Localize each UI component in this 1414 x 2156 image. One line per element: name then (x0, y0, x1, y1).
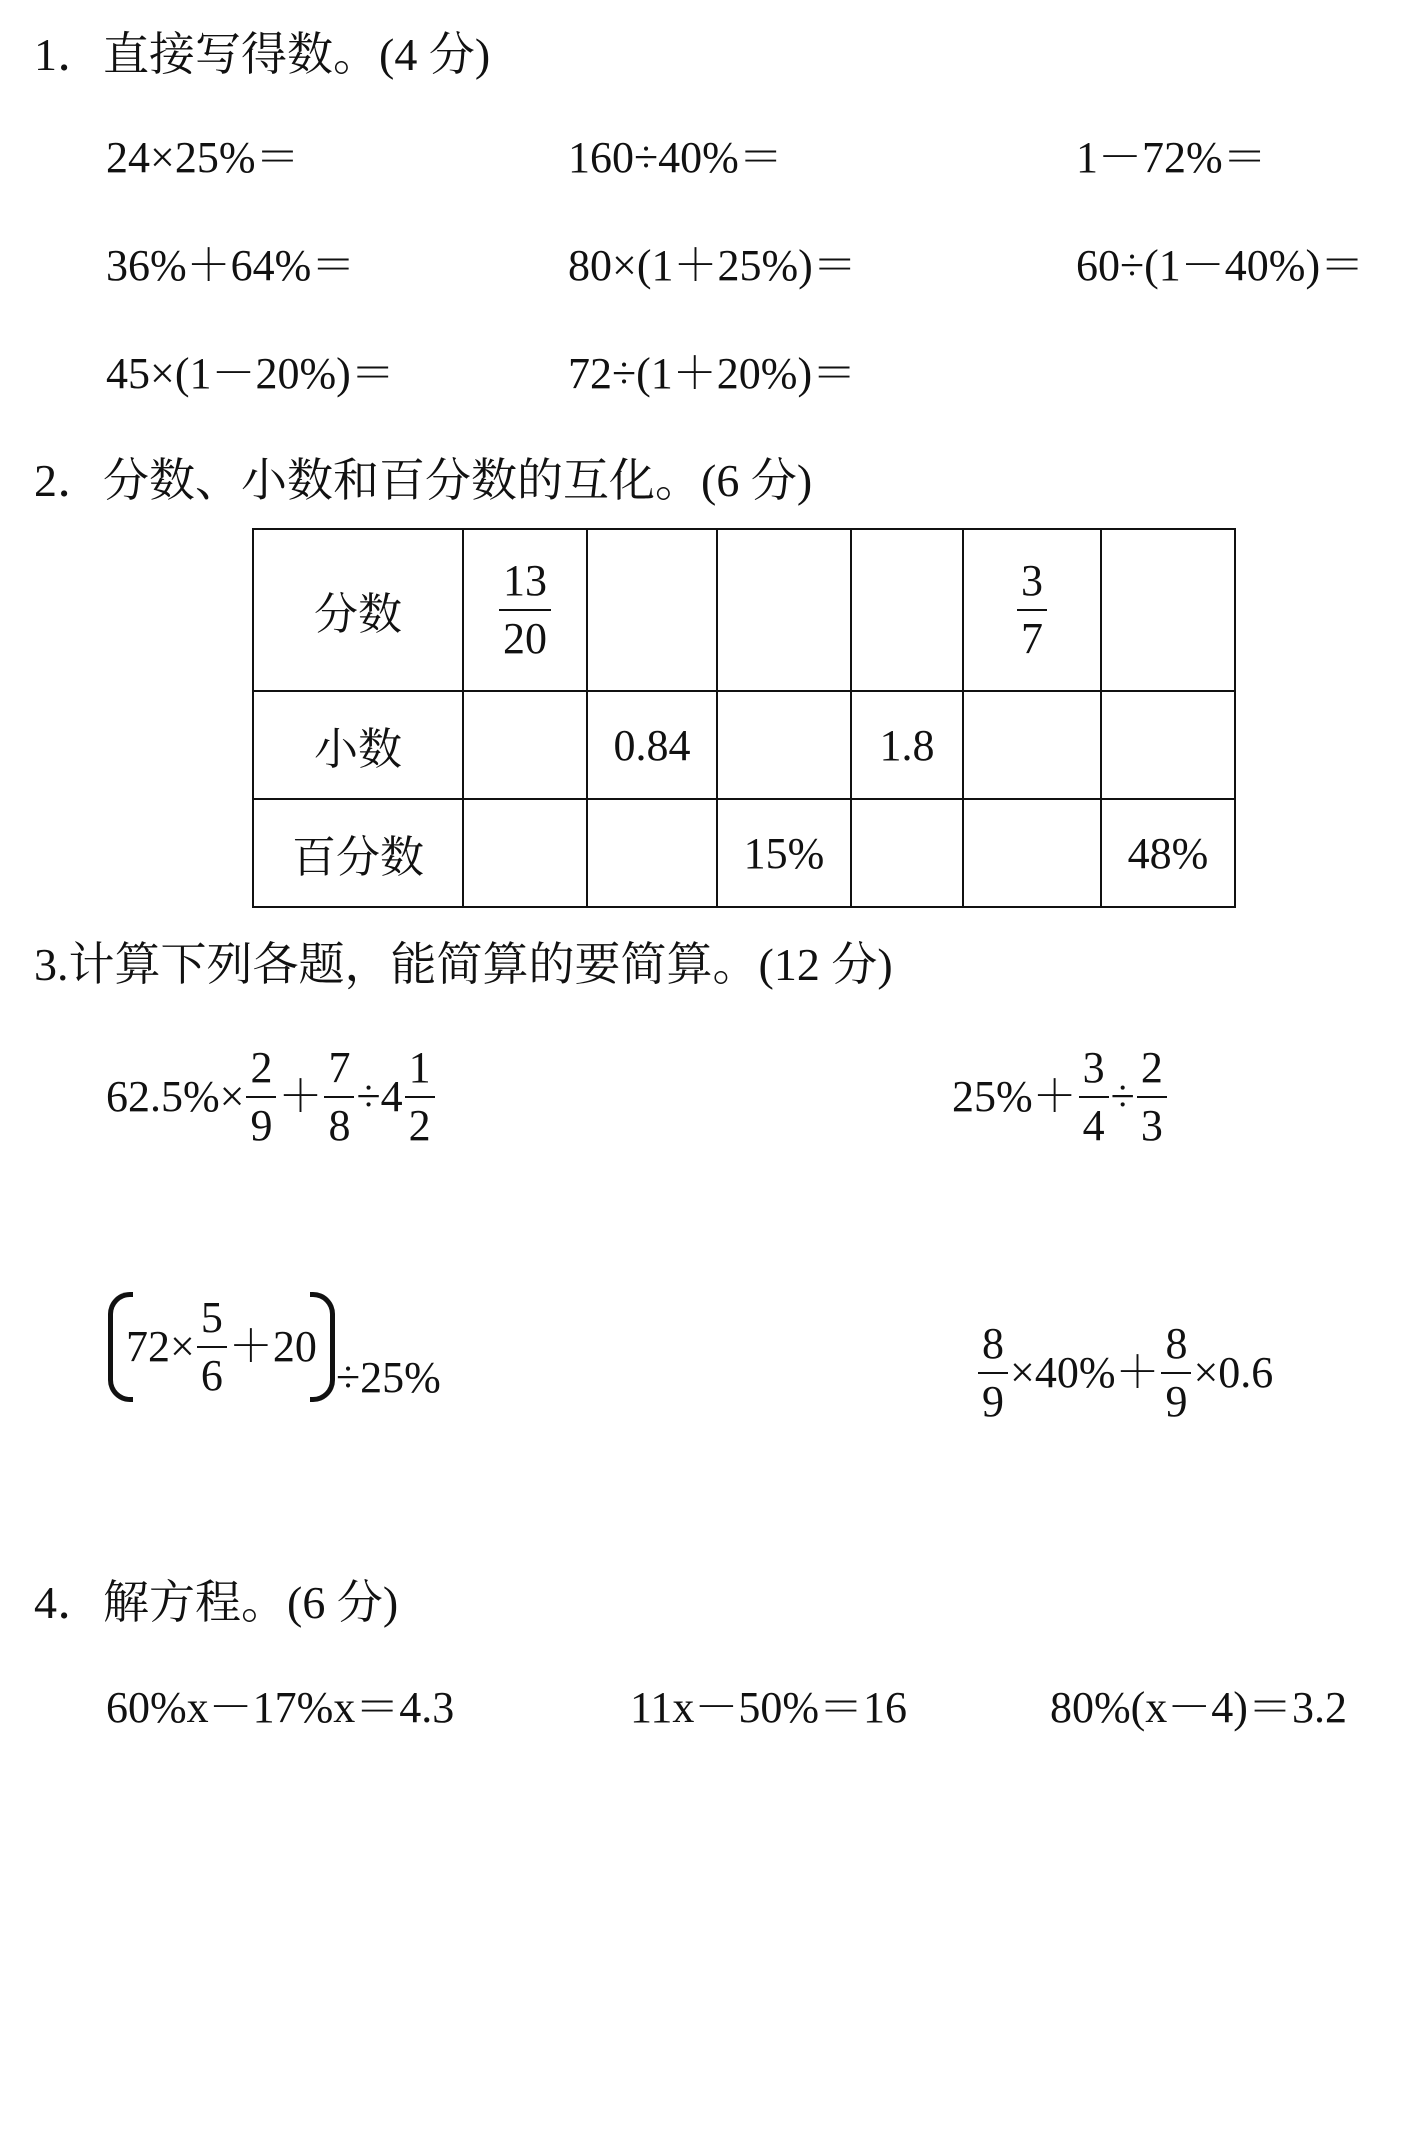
table-cell (587, 799, 717, 907)
fraction-numerator: 1 (405, 1046, 435, 1098)
expr-text: ÷ (1110, 1072, 1135, 1121)
fraction-numerator: 8 (1161, 1322, 1191, 1374)
fraction-numerator: 13 (499, 559, 551, 611)
expr-text: ×0.6 (1193, 1348, 1274, 1397)
fraction-numerator: 7 (324, 1046, 354, 1098)
fraction-denominator: 7 (1021, 614, 1043, 663)
fraction (246, 1043, 276, 1150)
table-cell (463, 799, 587, 907)
percent-row (253, 799, 1235, 907)
equation-2: 11x－50%＝16 (630, 1683, 908, 1732)
fraction-denominator: 2 (408, 1101, 431, 1150)
table-cell (963, 691, 1101, 799)
fraction-numerator: 5 (197, 1296, 227, 1348)
fraction (324, 1043, 354, 1150)
calc-problem-3-tail: ÷25% (336, 1353, 441, 1402)
problem-1-4: 36%＋64%＝ (106, 241, 356, 290)
problem-1-1: 24×25%＝ (106, 133, 300, 182)
expr-text: ÷4 (356, 1072, 403, 1121)
table-cell (717, 529, 851, 691)
table-cell (963, 799, 1101, 907)
fraction-numerator: 2 (246, 1046, 276, 1098)
fraction-denominator: 9 (982, 1377, 1004, 1426)
table-cell: 0.84 (587, 691, 717, 799)
expr-text: 62.5%× (106, 1072, 245, 1121)
calc-problem-3 (126, 1293, 317, 1400)
fraction-13-20 (499, 556, 551, 663)
fraction (1137, 1043, 1167, 1150)
table-cell: 1.8 (851, 691, 963, 799)
problem-1-8: 72÷(1＋20%)＝ (568, 349, 857, 398)
expr-text: ×40%＋ (1010, 1348, 1160, 1397)
table-cell (463, 691, 587, 799)
decimal-row (253, 691, 1235, 799)
fraction-numerator: 2 (1137, 1046, 1167, 1098)
fraction-denominator: 9 (1165, 1377, 1188, 1426)
fraction (1079, 1043, 1109, 1150)
problem-1-7: 45×(1－20%)＝ (106, 349, 395, 398)
table-cell (963, 529, 1101, 691)
table-cell (851, 799, 963, 907)
fraction-row (253, 529, 1235, 691)
conversion-table (252, 528, 1236, 908)
right-bracket-icon (310, 1292, 335, 1402)
fraction-numerator: 3 (1079, 1046, 1109, 1098)
section-3-title: 3.计算下列各题，能简算的要简算。(12 分) (34, 939, 893, 990)
fraction (405, 1043, 435, 1150)
fraction-denominator: 6 (200, 1351, 223, 1400)
expr-text: 25%＋ (952, 1072, 1077, 1121)
expr-text: 72× (126, 1322, 195, 1371)
expr-text: ＋ (278, 1072, 323, 1121)
fraction-numerator: 3 (1017, 559, 1047, 611)
fraction-denominator: 3 (1140, 1101, 1163, 1150)
fraction (978, 1319, 1008, 1426)
expr-text: ＋20 (228, 1322, 317, 1371)
table-cell (587, 529, 717, 691)
row-label-decimal: 小数 (253, 691, 463, 799)
fraction (197, 1293, 227, 1400)
problem-1-2: 160÷40%＝ (568, 133, 783, 182)
section-4-title: 4．解方程。(6 分) (34, 1577, 399, 1628)
calc-problem-1 (106, 1043, 437, 1150)
equation-1: 60%x－17%x＝4.3 (106, 1683, 455, 1732)
fraction-denominator: 4 (1082, 1101, 1105, 1150)
table-cell: 48% (1101, 799, 1235, 907)
row-label-fraction: 分数 (253, 529, 463, 691)
fraction-numerator: 8 (978, 1322, 1008, 1374)
fraction (1161, 1319, 1191, 1426)
fraction-denominator: 9 (250, 1101, 273, 1150)
problem-1-5: 80×(1＋25%)＝ (568, 241, 857, 290)
calc-problem-4 (976, 1319, 1274, 1426)
section-2-title: 2．分数、小数和百分数的互化。(6 分) (34, 455, 813, 506)
problem-1-3: 1－72%＝ (1076, 133, 1267, 182)
equation-3: 80%(x－4)＝3.2 (1050, 1683, 1347, 1732)
calc-problem-2 (952, 1043, 1169, 1150)
table-cell (1101, 529, 1235, 691)
fraction-3-7 (1017, 556, 1047, 663)
table-cell: 15% (717, 799, 851, 907)
fraction-denominator: 8 (328, 1101, 351, 1150)
table-cell (1101, 691, 1235, 799)
table-cell (463, 529, 587, 691)
problem-1-6: 60÷(1－40%)＝ (1076, 241, 1365, 290)
section-1-title: 1．直接写得数。(4 分) (34, 29, 491, 80)
table-cell (851, 529, 963, 691)
fraction-denominator: 20 (503, 614, 547, 663)
table-cell (717, 691, 851, 799)
row-label-percent: 百分数 (253, 799, 463, 907)
